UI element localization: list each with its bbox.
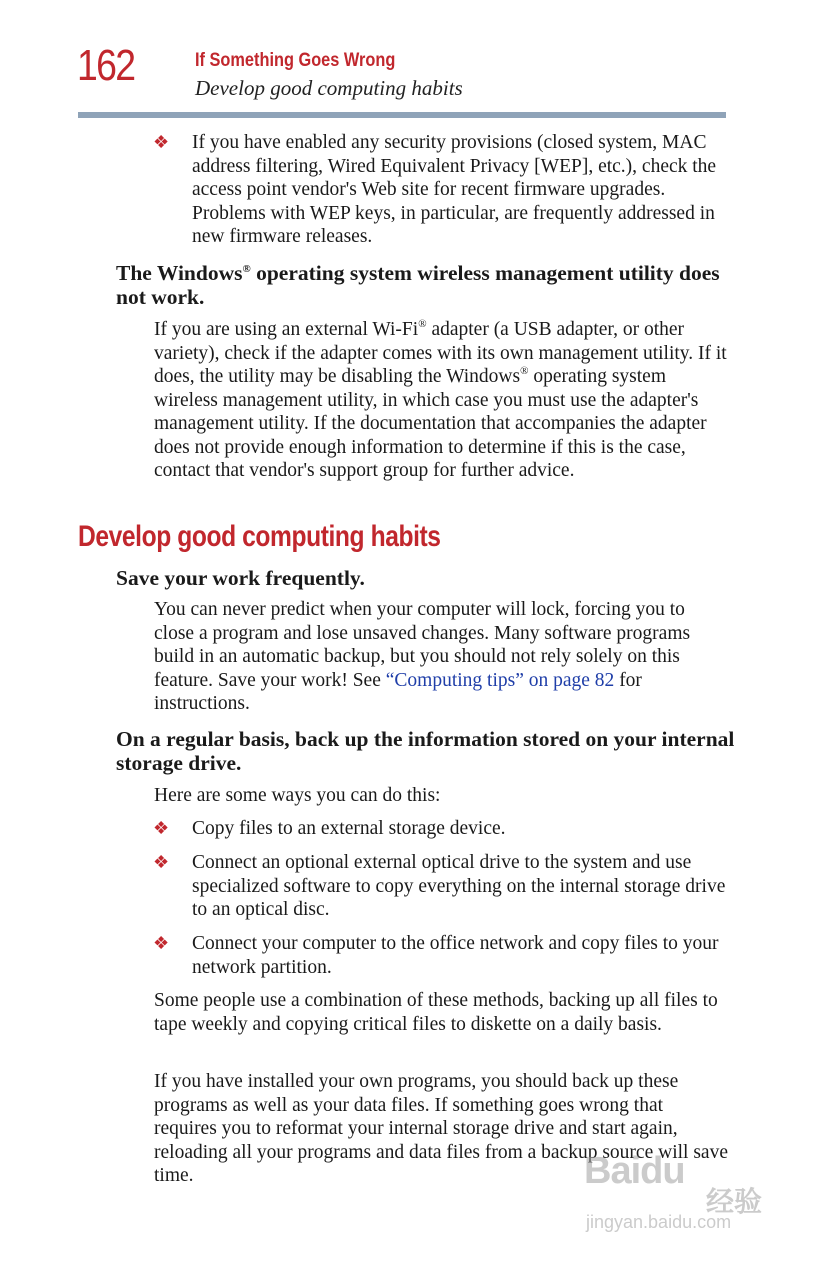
computing-tips-link[interactable]: “Computing tips” on page 82: [385, 669, 615, 691]
paragraph-wireless-utility: If you are using an external Wi-Fi® adapter (a USB adapter, or other variety), check if the adapter comes with its own management utility. If it does, the utility may be disabling the Windows® operating system wireless management utility, in which case you must use the adapter's management utility. If the documentation that accompanies the adapter does not provide enough information to determine if this is the case, contact that vendor's support group for further advice.: [154, 318, 727, 481]
bullet-text: Copy files to an external storage device.: [192, 818, 506, 839]
bullet-diamond-icon: ❖: [153, 818, 170, 838]
bullet-diamond-icon: ❖: [153, 933, 170, 953]
bullet-item: [153, 851, 733, 922]
subheading-wireless-utility: The Windows® operating system wireless management utility does not work.: [116, 261, 720, 309]
paragraph-backup-programs: If you have installed your own programs, you should back up these programs as well as your data files. If something goes wrong that requires you to reformat your internal storage drive and start again, reloading all your programs and data files from a backup source will save time.: [154, 1071, 728, 1186]
watermark-url: jingyan.baidu.com: [586, 1212, 732, 1232]
bullet-diamond-icon: ❖: [153, 132, 170, 152]
bullet-item: [153, 131, 733, 249]
subheading-backup: On a regular basis, back up the information stored on your internal storage drive.: [116, 727, 735, 775]
page-number: 162: [77, 41, 135, 90]
watermark-chinese-text: 经验: [706, 1185, 763, 1218]
section-heading: Develop good computing habits: [78, 520, 441, 553]
bullet-diamond-icon: ❖: [153, 852, 170, 872]
baidu-watermark: [584, 1150, 784, 1250]
bullet-text: If you have enabled any security provisions (closed system, MAC address filtering, Wired Equivalent Privacy [WEP], etc.), check the access point vendor's Web site for recent firmware upgrades. Problems with WEP keys, in particular, are frequently addressed in new firmware releases.: [192, 132, 717, 247]
paragraph-backup-intro: Here are some ways you can do this:: [154, 785, 441, 806]
subheading-save-work: Save your work frequently.: [116, 566, 365, 590]
bullet-item: [153, 817, 733, 841]
watermark-logo: Baidu: [584, 1150, 685, 1192]
bullet-item: [153, 932, 733, 979]
header-rule: [78, 112, 726, 118]
paragraph-backup-combination: Some people use a combination of these methods, backing up all files to tape weekly and copying critical files to diskette on a daily basis.: [154, 990, 718, 1035]
bullet-text: Connect an optional external optical drive to the system and use specialized software to copy everything on the internal storage drive to an optical disc.: [192, 852, 726, 920]
paragraph-save-work: You can never predict when your computer will lock, forcing you to close a program and lose unsaved changes. Many software programs build in an automatic backup, but you should not rely solely on this feature. Save your work! See “Computing tips” on page 82 for instructions.: [154, 599, 691, 714]
bullet-text: Connect your computer to the office network and copy files to your network partition.: [192, 933, 719, 978]
running-chapter-title: If Something Goes Wrong: [195, 50, 396, 71]
running-section-title: Develop good computing habits: [195, 76, 463, 100]
